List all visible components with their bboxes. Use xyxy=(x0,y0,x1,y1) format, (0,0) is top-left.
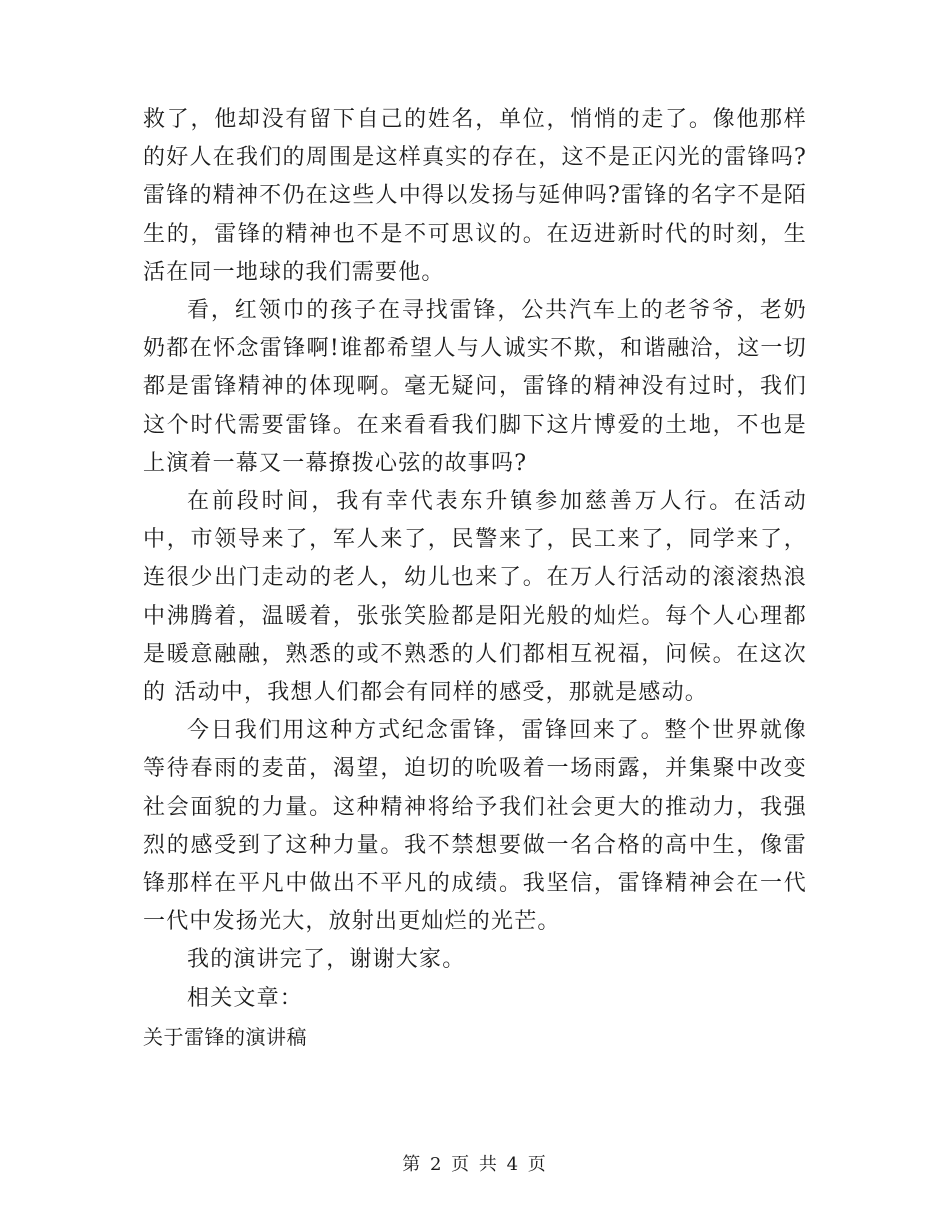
paragraph-4: 今日我们用这种方式纪念雷锋，雷锋回来了。整个世界就像等待春雨的麦苗，渴望，迫切的吮吸着一场雨露，并集聚中改变社会面貌的力量。这种精神将给予我们社会更大的推动力，我强烈的感受到了这种力量。我不禁想要做一名合格的高中生，像雷锋那样在平凡中做出不平凡的成绩。我坚信，雷锋精神会在一代一代中发扬光大，放射出更灿烂的光芒。 xyxy=(143,718,807,935)
paragraph-3: 在前段时间，我有幸代表东升镇参加慈善万人行。在活动中，市领导来了，军人来了，民警来了，民工来了，同学来了，连很少出门走动的老人，幼儿也来了。在万人行活动的滚滚热浪中沸腾着，温暖着，张张笑脸都是阳光般的灿烂。每个人心理都是暖意融融，熟悉的或不熟悉的人们都相互祝福，问候。在这次的 活动中，我想人们都会有同样的感受，那就是感动。 xyxy=(143,489,807,706)
paragraph-2: 看，红领巾的孩子在寻找雷锋，公共汽车上的老爷爷，老奶奶都在怀念雷锋啊!谁都希望人与人诚实不欺，和谐融洽，这一切都是雷锋精神的体现啊。毫无疑问，雷锋的精神没有过时，我们这个时代需要雷锋。在来看看我们脚下这片博爱的土地，不也是上演着一幕又一幕撩拨心弦的故事吗? xyxy=(143,298,807,476)
page-number-footer: 第 2 页 共 4 页 xyxy=(402,1154,548,1175)
paragraph-1: 救了，他却没有留下自己的姓名，单位，悄悄的走了。像他那样的好人在我们的周围是这样真实的存在，这不是正闪光的雷锋吗?雷锋的精神不仍在这些人中得以发扬与延伸吗?雷锋的名字不是陌生的，雷锋的精神也不是不可思议的。在迈进新时代的时刻，生活在同一地球的我们需要他。 xyxy=(143,107,807,285)
related-articles-heading: 相关文章： xyxy=(187,985,304,1011)
document-body xyxy=(143,101,807,1056)
closing-line: 我的演讲完了，谢谢大家。 xyxy=(187,947,466,973)
related-article-link[interactable]: 关于雷锋的演讲稿 xyxy=(143,1024,307,1049)
